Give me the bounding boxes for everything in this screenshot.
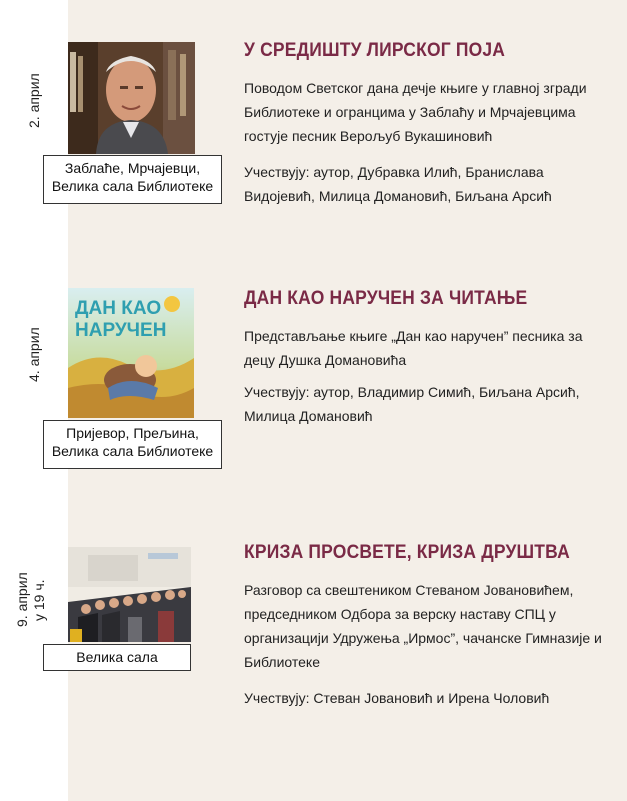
event-participants: Учествују: Стеван Јовановић и Ирена Чоловић	[244, 690, 550, 706]
event-date-line: 9. април	[14, 572, 30, 628]
event-title: КРИЗА ПРОСВЕТЕ, КРИЗА ДРУШТВА	[244, 542, 570, 563]
event-place	[43, 420, 222, 469]
event-description: Разговор са свештеником Стеваном Јовановићем, председником Одбора за верску наставу СПЦ у организацији Удружења „Ирмос”, чачанске Гимназије и Библиотеке	[244, 582, 602, 670]
place-line: Велика сала	[76, 649, 158, 665]
event-place	[43, 155, 222, 204]
event-time-line: у 19 ч.	[31, 579, 47, 621]
event-photo-portrait	[68, 42, 195, 154]
event-place	[43, 644, 191, 671]
place-line: Велика сала Библиотеке	[51, 178, 214, 194]
event-description: Поводом Светског дана дечје књиге у главној згради Библиотеке и огранцима у Заблаћу и Мрчајевцима гостује песник Верољуб Вукашиновић	[244, 80, 587, 144]
event-participants: Учествују: аутор, Владимир Симић, Биљана Арсић, Милица Домановић	[244, 384, 580, 424]
event-title: ДАН КАО НАРУЧЕН ЗА ЧИТАЊЕ	[244, 288, 528, 309]
event-participants: Учествују: аутор, Дубравка Илић, Бранислава Видојевић, Милица Домановић, Биљана Арсић	[244, 164, 552, 204]
book-cover-title-line: НАРУЧЕН	[75, 320, 167, 341]
event-date	[14, 560, 54, 640]
event-date: 2. април	[26, 73, 42, 129]
event-title: У СРЕДИШТУ ЛИРСКОГ ПОЈА	[244, 40, 506, 61]
place-line: Пријевор, Прељина,	[66, 425, 199, 441]
event-photo-audience	[68, 547, 191, 642]
event-photo-book-cover	[68, 288, 194, 418]
event-date: 4. април	[26, 327, 42, 383]
book-cover-title-line: ДАН КАО	[75, 298, 162, 319]
place-line: Заблаће, Мрчајевци,	[64, 160, 201, 176]
event-description: Представљање књиге „Дан као наручен” песника за децу Душка Домановића	[244, 328, 583, 368]
place-line: Велика сала Библиотеке	[51, 443, 214, 459]
